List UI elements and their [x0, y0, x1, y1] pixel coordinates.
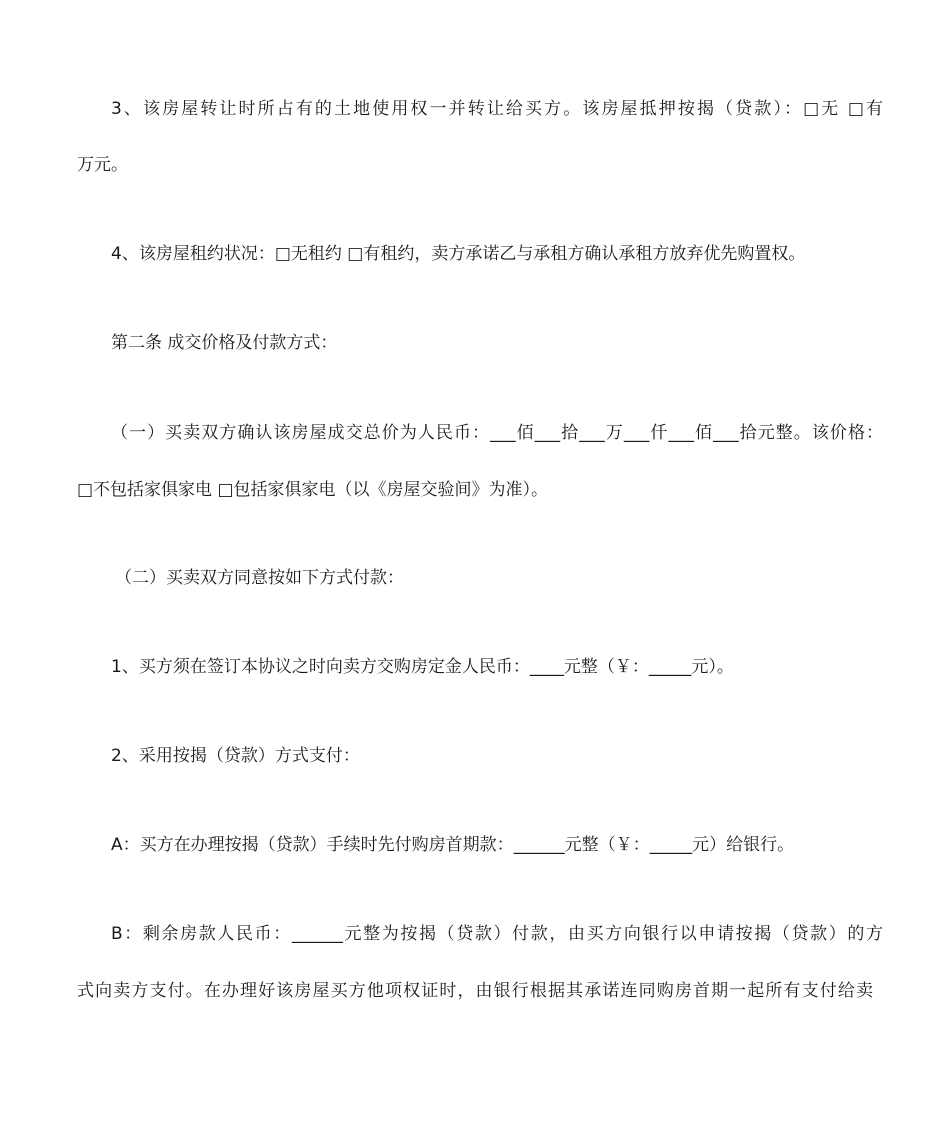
- remaining-payment-line-2: 式向卖方支付。在办理好该房屋买方他项权证时，由银行根据其承诺连同购房首期一起所有支付给卖: [77, 981, 873, 1001]
- down-payment-clause: A：买方在办理按揭（贷款）手续时先付购房首期款：______元整（￥：_____元）给银行。: [111, 835, 795, 855]
- clause-3-line-1: 3、该房屋转让时所占有的土地使用权一并转让给买方。该房屋抵押按揭（贷款）：□无 □有: [111, 99, 883, 119]
- deposit-clause: 1、买方须在签订本协议之时向卖方交购房定金人民币：____元整（￥：_____元）。: [111, 657, 734, 677]
- price-clause-line-2: □不包括家俱家电 □包括家俱家电（以《房屋交验间》为准）。: [77, 480, 549, 500]
- payment-method-heading: （二）买卖双方同意按如下方式付款：: [115, 568, 404, 588]
- mortgage-clause: 2、采用按揭（贷款）方式支付：: [111, 746, 360, 766]
- clause-3-line-2: 万元。: [77, 155, 128, 175]
- price-clause-line-1: （一）买卖双方确认该房屋成交总价为人民币：___佰___拾___万___仟___佰___拾元整。该价格：: [111, 423, 883, 443]
- clause-4: 4、该房屋租约状况：□无租约 □有租约，卖方承诺乙与承租方确认承租方放弃优先购置权。: [111, 244, 806, 264]
- article-2-heading: 第二条 成交价格及付款方式：: [111, 333, 338, 353]
- remaining-payment-line-1: B：剩余房款人民币：______元整为按揭（贷款）付款，由买方向银行以申请按揭（贷款）的方: [111, 924, 883, 944]
